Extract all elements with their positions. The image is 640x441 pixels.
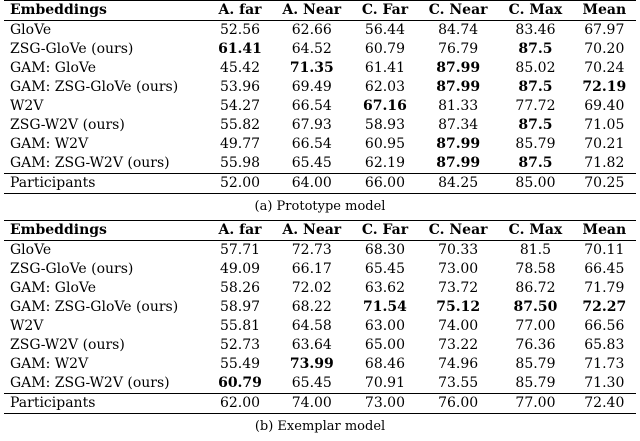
table-body <box>4 241 636 414</box>
table-cell: 66.45 <box>584 261 625 277</box>
table-cell: 63.62 <box>364 280 405 296</box>
table-cell: 76.36 <box>515 337 556 353</box>
row-label: GAM: ZSG-W2V (ours) <box>10 375 170 391</box>
table-cell: 87.99 <box>436 60 481 76</box>
table-cell: 78.58 <box>515 261 556 277</box>
col-header: Mean <box>573 1 636 21</box>
table-caption-a: (a) Prototype model <box>254 199 386 214</box>
table-cell: 71.79 <box>584 280 625 296</box>
row-label: Participants <box>4 394 208 414</box>
table-row <box>4 355 636 374</box>
row-label: GAM: W2V <box>10 356 89 372</box>
table-cell: 69.49 <box>291 79 332 95</box>
table-cell: 54.27 <box>219 98 261 114</box>
table-row <box>4 154 636 174</box>
table-cell: 71.54 <box>363 299 407 315</box>
table-cell: 72.27 <box>582 299 627 315</box>
table-cell: 67.93 <box>291 117 332 133</box>
table-cell: 76.00 <box>418 394 498 414</box>
table-cell: 87.99 <box>436 136 481 152</box>
table-cell: 70.25 <box>573 174 636 194</box>
table-cell: 84.74 <box>438 22 479 38</box>
table-cell: 73.72 <box>438 280 479 296</box>
table-cell: 55.81 <box>219 318 261 334</box>
table-cell: 70.24 <box>584 60 625 76</box>
row-label: Participants <box>4 174 208 194</box>
table-cell: 87.5 <box>518 79 553 95</box>
table-cell: 68.46 <box>364 356 405 372</box>
row-label: ZSG-W2V (ours) <box>10 117 125 133</box>
table-cell: 77.00 <box>498 394 572 414</box>
table-cell: 81.33 <box>438 98 479 114</box>
table-cell: 73.00 <box>352 394 418 414</box>
table-cell: 63.00 <box>364 318 405 334</box>
col-header: C. Far <box>352 1 418 21</box>
col-header: A. far <box>208 1 271 21</box>
table-row <box>4 78 636 97</box>
table-cell: 85.79 <box>515 136 556 152</box>
table-row <box>4 135 636 154</box>
row-label: ZSG-GloVe (ours) <box>10 261 134 277</box>
table-cell: 74.96 <box>438 356 479 372</box>
table-cell: 66.56 <box>584 318 625 334</box>
table-cell: 64.00 <box>272 174 352 194</box>
table-cell: 52.73 <box>219 337 261 353</box>
table-row <box>4 241 636 261</box>
table-row <box>4 394 636 414</box>
table-cell: 61.41 <box>364 60 405 76</box>
table-cell: 85.00 <box>498 174 572 194</box>
row-label: W2V <box>10 98 44 114</box>
table-cell: 52.56 <box>219 22 261 38</box>
prototype-results-table <box>4 0 636 194</box>
row-label: ZSG-GloVe (ours) <box>10 41 134 57</box>
table-cell: 67.16 <box>363 98 407 114</box>
table-cell: 49.09 <box>219 261 261 277</box>
table-cell: 87.99 <box>436 155 481 171</box>
table-row <box>4 298 636 317</box>
table-cell: 66.17 <box>291 261 332 277</box>
table-cell: 70.11 <box>584 242 625 258</box>
table-caption-b: (b) Exemplar model <box>254 419 386 434</box>
table-cell: 66.54 <box>291 98 332 114</box>
table-cell: 63.64 <box>291 337 332 353</box>
table-cell: 72.40 <box>573 394 636 414</box>
table-cell: 72.73 <box>291 242 332 258</box>
col-header: C. Far <box>352 221 418 241</box>
table-row <box>4 116 636 135</box>
table-cell: 85.79 <box>515 375 556 391</box>
table-cell: 71.30 <box>584 375 625 391</box>
table-cell: 60.95 <box>364 136 405 152</box>
table-row <box>4 40 636 59</box>
col-header: C. Max <box>498 221 572 241</box>
table-cell: 87.5 <box>518 41 553 57</box>
row-label: GAM: ZSG-GloVe (ours) <box>10 299 179 315</box>
table-cell: 62.66 <box>291 22 332 38</box>
table-cell: 81.5 <box>519 242 552 258</box>
table-header-row <box>4 221 636 241</box>
table-cell: 57.71 <box>219 242 261 258</box>
table-header-row <box>4 1 636 21</box>
table-cell: 52.00 <box>208 174 271 194</box>
table-row <box>4 260 636 279</box>
table-cell: 73.99 <box>289 356 334 372</box>
row-label: W2V <box>10 318 44 334</box>
col-header: A. far <box>208 221 271 241</box>
table-row <box>4 279 636 298</box>
col-header: C. Near <box>418 1 498 21</box>
exemplar-results-table <box>4 220 636 414</box>
row-label: GloVe <box>10 22 52 38</box>
table-cell: 73.55 <box>438 375 479 391</box>
table-cell: 60.79 <box>218 375 262 391</box>
table-row <box>4 174 636 194</box>
table-cell: 58.97 <box>219 299 261 315</box>
table-cell: 62.00 <box>208 394 271 414</box>
table-cell: 64.58 <box>291 318 332 334</box>
row-label: GAM: GloVe <box>10 280 96 296</box>
table-cell: 45.42 <box>219 60 261 76</box>
table-cell: 70.21 <box>584 136 625 152</box>
table-cell: 87.99 <box>436 79 481 95</box>
row-label: GAM: ZSG-GloVe (ours) <box>10 79 179 95</box>
table-cell: 84.25 <box>418 174 498 194</box>
table-cell: 55.98 <box>219 155 261 171</box>
table-cell: 65.45 <box>291 375 332 391</box>
table-cell: 64.52 <box>291 41 332 57</box>
row-label: ZSG-W2V (ours) <box>10 337 125 353</box>
table-cell: 87.5 <box>518 155 553 171</box>
table-cell: 49.77 <box>219 136 261 152</box>
table-cell: 68.22 <box>291 299 332 315</box>
table-cell: 87.5 <box>518 117 553 133</box>
table-cell: 70.33 <box>438 242 479 258</box>
table-cell: 69.40 <box>584 98 625 114</box>
table-cell: 85.02 <box>515 60 556 76</box>
table-cell: 73.00 <box>438 261 479 277</box>
col-header: Mean <box>573 221 636 241</box>
table-cell: 71.35 <box>289 60 334 76</box>
table-cell: 87.50 <box>513 299 558 315</box>
table-cell: 68.30 <box>364 242 405 258</box>
table-cell: 77.72 <box>515 98 556 114</box>
table-cell: 72.02 <box>291 280 332 296</box>
table-cell: 62.19 <box>364 155 405 171</box>
table-cell: 87.34 <box>438 117 479 133</box>
table-cell: 60.79 <box>364 41 405 57</box>
table-row <box>4 317 636 336</box>
row-label: GloVe <box>10 242 52 258</box>
table-cell: 86.72 <box>515 280 556 296</box>
table-cell: 55.49 <box>219 356 261 372</box>
table-cell: 55.82 <box>219 117 261 133</box>
table-cell: 53.96 <box>219 79 261 95</box>
table-cell: 58.93 <box>364 117 405 133</box>
table-cell: 61.41 <box>218 41 262 57</box>
table-cell: 71.05 <box>584 117 625 133</box>
col-header: A. Near <box>272 221 352 241</box>
table-cell: 66.00 <box>352 174 418 194</box>
table-cell: 85.79 <box>515 356 556 372</box>
row-label: GAM: ZSG-W2V (ours) <box>10 155 170 171</box>
table-row <box>4 336 636 355</box>
table-cell: 71.73 <box>584 356 625 372</box>
table-cell: 65.45 <box>291 155 332 171</box>
col-header: Embeddings <box>4 221 208 241</box>
table-cell: 65.83 <box>584 337 625 353</box>
table-cell: 56.44 <box>364 22 405 38</box>
table-cell: 77.00 <box>515 318 556 334</box>
table-body <box>4 21 636 194</box>
table-row <box>4 374 636 394</box>
table-cell: 58.26 <box>219 280 261 296</box>
table-row <box>4 21 636 41</box>
table-cell: 67.97 <box>584 22 625 38</box>
table-cell: 83.46 <box>515 22 556 38</box>
table-cell: 75.12 <box>436 299 481 315</box>
table-cell: 66.54 <box>291 136 332 152</box>
table-cell: 73.22 <box>438 337 479 353</box>
col-header: A. Near <box>272 1 352 21</box>
col-header: C. Near <box>418 221 498 241</box>
row-label: GAM: W2V <box>10 136 89 152</box>
table-row <box>4 97 636 116</box>
table-cell: 62.03 <box>364 79 405 95</box>
table-cell: 74.00 <box>438 318 479 334</box>
table-cell: 76.79 <box>438 41 479 57</box>
table-cell: 65.00 <box>364 337 405 353</box>
table-cell: 65.45 <box>364 261 405 277</box>
table-cell: 70.91 <box>364 375 405 391</box>
table-cell: 70.20 <box>584 41 625 57</box>
col-header: C. Max <box>498 1 572 21</box>
table-cell: 74.00 <box>272 394 352 414</box>
col-header: Embeddings <box>4 1 208 21</box>
table-cell: 71.82 <box>584 155 625 171</box>
table-row <box>4 59 636 78</box>
row-label: GAM: GloVe <box>10 60 96 76</box>
table-cell: 72.19 <box>582 79 627 95</box>
